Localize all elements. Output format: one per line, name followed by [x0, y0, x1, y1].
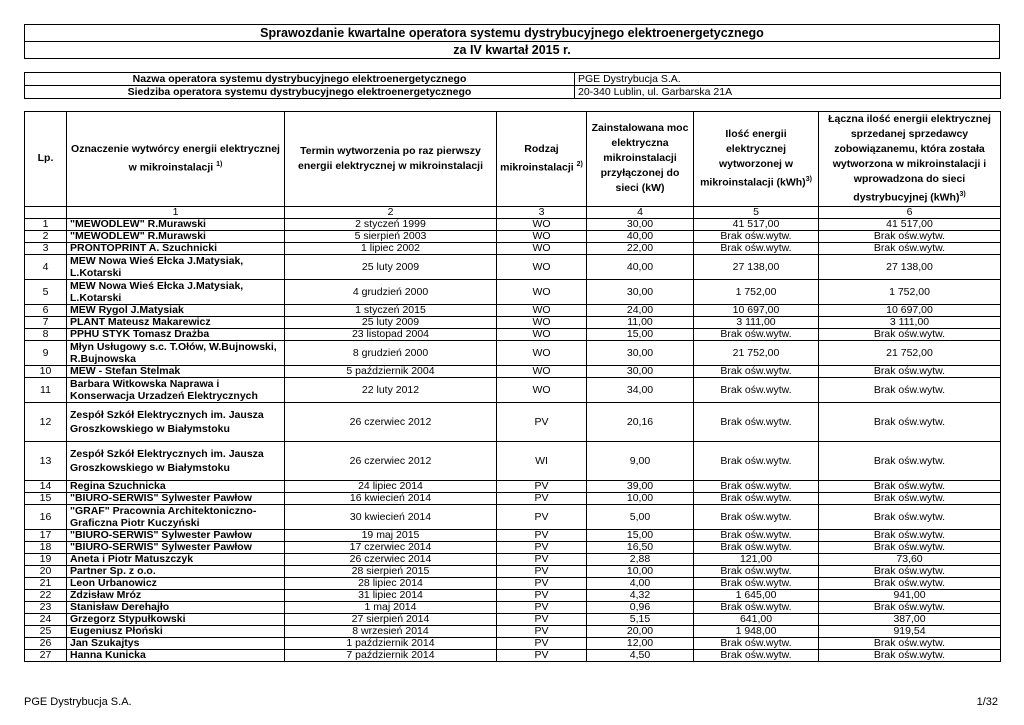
cell-type: WO — [497, 316, 587, 328]
table-row — [25, 340, 1001, 365]
cell-date: 17 czerwiec 2014 — [285, 541, 497, 553]
table-row — [25, 625, 1001, 637]
cell-sold: Brak ośw.wytw. — [819, 601, 1001, 613]
cell-type: PV — [497, 480, 587, 492]
cell-date: 8 grudzień 2000 — [285, 340, 497, 365]
cell-producer: Barbara Witkowska Naprawa i Konserwacja Urzadzeń Elektrycznych — [67, 377, 285, 402]
cell-sold: 73,60 — [819, 553, 1001, 565]
table-row — [25, 480, 1001, 492]
operator-info-box — [24, 72, 1001, 99]
cell-date: 8 wrzesień 2014 — [285, 625, 497, 637]
cell-sold: Brak ośw.wytw. — [819, 402, 1001, 441]
cell-date: 28 sierpień 2015 — [285, 565, 497, 577]
cell-power: 0,96 — [587, 601, 694, 613]
cell-type: WO — [497, 377, 587, 402]
cell-power: 20,00 — [587, 625, 694, 637]
column-number: 6 — [819, 206, 1001, 218]
cell-producer: MEW Nowa Wieś Ełcka J.Matysiak, L.Kotarski — [67, 254, 285, 279]
cell-produced: Brak ośw.wytw. — [694, 601, 819, 613]
column-number: 4 — [587, 206, 694, 218]
cell-sold: Brak ośw.wytw. — [819, 365, 1001, 377]
column-number-blank — [25, 206, 67, 218]
cell-date: 28 lipiec 2014 — [285, 577, 497, 589]
cell-type: WO — [497, 230, 587, 242]
cell-sold: 387,00 — [819, 613, 1001, 625]
table-row — [25, 637, 1001, 649]
cell-produced: 1 645,00 — [694, 589, 819, 601]
cell-produced: 1 752,00 — [694, 279, 819, 304]
cell-date: 16 kwiecień 2014 — [285, 492, 497, 504]
column-number: 1 — [67, 206, 285, 218]
cell-produced: Brak ośw.wytw. — [694, 365, 819, 377]
cell-power: 11,00 — [587, 316, 694, 328]
cell-power: 5,00 — [587, 504, 694, 529]
microinstallations-table — [24, 111, 1001, 662]
table-row — [25, 529, 1001, 541]
operator-seat-value: 20-340 Lublin, ul. Garbarska 21A — [575, 86, 1001, 99]
cell-producer: Młyn Usługowy s.c. T.Ołów, W.Bujnowski, R.Bujnowska — [67, 340, 285, 365]
cell-date: 1 październik 2014 — [285, 637, 497, 649]
column-number: 3 — [497, 206, 587, 218]
cell-type: WO — [497, 242, 587, 254]
cell-sold: Brak ośw.wytw. — [819, 565, 1001, 577]
report-title: Sprawozdanie kwartalne operatora systemu dystrybucyjnego elektroenergetycznego — [25, 25, 1000, 42]
operator-name-value: PGE Dystrybucja S.A. — [575, 73, 1001, 86]
cell-sold: Brak ośw.wytw. — [819, 230, 1001, 242]
cell-lp: 1 — [25, 218, 67, 230]
cell-lp: 23 — [25, 601, 67, 613]
cell-lp: 2 — [25, 230, 67, 242]
cell-power: 4,32 — [587, 589, 694, 601]
cell-power: 4,50 — [587, 649, 694, 661]
cell-producer: PPHU STYK Tomasz Drażba — [67, 328, 285, 340]
cell-sold: Brak ośw.wytw. — [819, 637, 1001, 649]
cell-lp: 19 — [25, 553, 67, 565]
cell-sold: Brak ośw.wytw. — [819, 504, 1001, 529]
cell-sold: 27 138,00 — [819, 254, 1001, 279]
cell-date: 26 czerwiec 2012 — [285, 441, 497, 480]
column-number: 5 — [694, 206, 819, 218]
cell-date: 19 maj 2015 — [285, 529, 497, 541]
cell-type: WO — [497, 254, 587, 279]
cell-power: 24,00 — [587, 304, 694, 316]
cell-produced: Brak ośw.wytw. — [694, 242, 819, 254]
cell-power: 10,00 — [587, 565, 694, 577]
cell-power: 10,00 — [587, 492, 694, 504]
table-row — [25, 541, 1001, 553]
cell-date: 7 październik 2014 — [285, 649, 497, 661]
cell-power: 2,88 — [587, 553, 694, 565]
cell-type: WO — [497, 340, 587, 365]
cell-type: WO — [497, 365, 587, 377]
cell-power: 9,00 — [587, 441, 694, 480]
cell-type: PV — [497, 649, 587, 661]
table-row — [25, 601, 1001, 613]
cell-type: PV — [497, 625, 587, 637]
table-header-row — [25, 112, 1001, 207]
header-producer: Oznaczenie wytwórcy energii elektrycznej w mikroinstalacji $^{1)}$ — [67, 112, 285, 207]
cell-lp: 13 — [25, 441, 67, 480]
cell-date: 27 sierpień 2014 — [285, 613, 497, 625]
cell-produced: Brak ośw.wytw. — [694, 492, 819, 504]
cell-date: 26 czerwiec 2014 — [285, 553, 497, 565]
cell-producer: PRONTOPRINT A. Szuchnicki — [67, 242, 285, 254]
cell-type: WO — [497, 304, 587, 316]
cell-sold: 1 752,00 — [819, 279, 1001, 304]
cell-type: PV — [497, 402, 587, 441]
cell-date: 5 sierpień 2003 — [285, 230, 497, 242]
cell-power: 30,00 — [587, 340, 694, 365]
cell-sold: Brak ośw.wytw. — [819, 529, 1001, 541]
cell-lp: 14 — [25, 480, 67, 492]
cell-power: 40,00 — [587, 230, 694, 242]
cell-producer: MEW - Stefan Stelmak — [67, 365, 285, 377]
cell-lp: 6 — [25, 304, 67, 316]
cell-lp: 10 — [25, 365, 67, 377]
cell-sold: Brak ośw.wytw. — [819, 577, 1001, 589]
cell-sold: 10 697,00 — [819, 304, 1001, 316]
cell-lp: 20 — [25, 565, 67, 577]
cell-produced: Brak ośw.wytw. — [694, 377, 819, 402]
cell-power: 34,00 — [587, 377, 694, 402]
cell-produced: Brak ośw.wytw. — [694, 565, 819, 577]
table-row — [25, 230, 1001, 242]
cell-sold: Brak ośw.wytw. — [819, 649, 1001, 661]
footer-company: PGE Dystrybucja S.A. — [24, 696, 132, 708]
cell-date: 31 lipiec 2014 — [285, 589, 497, 601]
cell-produced: Brak ośw.wytw. — [694, 328, 819, 340]
table-row — [25, 565, 1001, 577]
cell-lp: 15 — [25, 492, 67, 504]
cell-sold: Brak ośw.wytw. — [819, 377, 1001, 402]
cell-type: WI — [497, 441, 587, 480]
table-row — [25, 402, 1001, 441]
cell-produced: Brak ośw.wytw. — [694, 480, 819, 492]
cell-power: 39,00 — [587, 480, 694, 492]
cell-type: PV — [497, 504, 587, 529]
cell-date: 26 czerwiec 2012 — [285, 402, 497, 441]
cell-producer: "BIURO-SERWIS" Sylwester Pawłow — [67, 492, 285, 504]
cell-date: 2 styczeń 1999 — [285, 218, 497, 230]
header-power: Zainstalowana moc elektryczna mikroinstalacji przyłączonej do sieci (kW) — [587, 112, 694, 207]
cell-date: 25 luty 2009 — [285, 316, 497, 328]
table-row — [25, 254, 1001, 279]
cell-lp: 9 — [25, 340, 67, 365]
table-row — [25, 377, 1001, 402]
cell-lp: 4 — [25, 254, 67, 279]
cell-date: 24 lipiec 2014 — [285, 480, 497, 492]
cell-lp: 24 — [25, 613, 67, 625]
cell-lp: 25 — [25, 625, 67, 637]
cell-type: WO — [497, 328, 587, 340]
cell-produced: 3 111,00 — [694, 316, 819, 328]
table-row — [25, 492, 1001, 504]
table-row — [25, 441, 1001, 480]
cell-produced: 27 138,00 — [694, 254, 819, 279]
cell-lp: 5 — [25, 279, 67, 304]
cell-power: 4,00 — [587, 577, 694, 589]
cell-type: PV — [497, 565, 587, 577]
table-row — [25, 279, 1001, 304]
cell-date: 25 luty 2009 — [285, 254, 497, 279]
cell-power: 30,00 — [587, 218, 694, 230]
header-type: Rodzaj mikroinstalacji $^{2)}$ — [497, 112, 587, 207]
cell-sold: 21 752,00 — [819, 340, 1001, 365]
cell-type: PV — [497, 589, 587, 601]
cell-power: 30,00 — [587, 365, 694, 377]
cell-producer: Regina Szuchnicka — [67, 480, 285, 492]
cell-power: 12,00 — [587, 637, 694, 649]
cell-date: 5 październik 2004 — [285, 365, 497, 377]
cell-producer: MEW Rygol J.Matysiak — [67, 304, 285, 316]
cell-type: PV — [497, 577, 587, 589]
column-number: 2 — [285, 206, 497, 218]
cell-sold: Brak ośw.wytw. — [819, 242, 1001, 254]
header-produced: Ilość energii elektrycznej wytworzonej w mikroinstalacji (kWh)$^{3)}$ — [694, 112, 819, 207]
cell-producer: Stanisław Derehajło — [67, 601, 285, 613]
cell-producer: Zespół Szkół Elektrycznych im. Jausza Groszkowskiego w Białymstoku — [67, 441, 285, 480]
cell-lp: 21 — [25, 577, 67, 589]
operator-seat-label: Siedziba operatora systemu dystrybucyjnego elektroenergetycznego — [25, 86, 575, 99]
cell-producer: Partner Sp. z o.o. — [67, 565, 285, 577]
cell-producer: "MEWODLEW" R.Murawski — [67, 230, 285, 242]
cell-date: 23 listopad 2004 — [285, 328, 497, 340]
cell-lp: 17 — [25, 529, 67, 541]
cell-type: WO — [497, 218, 587, 230]
cell-producer: Aneta i Piotr Matuszczyk — [67, 553, 285, 565]
cell-type: PV — [497, 613, 587, 625]
cell-power: 15,00 — [587, 328, 694, 340]
cell-lp: 22 — [25, 589, 67, 601]
cell-producer: PLANT Mateusz Makarewicz — [67, 316, 285, 328]
cell-type: WO — [497, 279, 587, 304]
cell-lp: 27 — [25, 649, 67, 661]
cell-sold: 41 517,00 — [819, 218, 1001, 230]
column-number-row — [25, 206, 1001, 218]
cell-producer: Grzegorz Stypułkowski — [67, 613, 285, 625]
table-row — [25, 504, 1001, 529]
cell-producer: Leon Urbanowicz — [67, 577, 285, 589]
cell-sold: Brak ośw.wytw. — [819, 492, 1001, 504]
cell-date: 1 maj 2014 — [285, 601, 497, 613]
cell-produced: 10 697,00 — [694, 304, 819, 316]
cell-type: PV — [497, 492, 587, 504]
cell-sold: Brak ośw.wytw. — [819, 541, 1001, 553]
header-lp: Lp. — [25, 112, 67, 207]
cell-produced: Brak ośw.wytw. — [694, 441, 819, 480]
cell-lp: 3 — [25, 242, 67, 254]
cell-producer: MEW Nowa Wieś Ełcka J.Matysiak, L.Kotarski — [67, 279, 285, 304]
table-row — [25, 365, 1001, 377]
cell-sold: Brak ośw.wytw. — [819, 328, 1001, 340]
header-sold: Łączna ilość energii elektrycznej sprzedanej sprzedawcy zobowiązanemu, która została wytworzona w mikroinstalacji i wprowadzona do sieci dystrybucyjnej (kWh)$^{3)}$ — [819, 112, 1001, 207]
cell-sold: Brak ośw.wytw. — [819, 480, 1001, 492]
cell-producer: "GRAF" Pracownia Architektoniczno-Graficzna Piotr Kuczyński — [67, 504, 285, 529]
cell-lp: 11 — [25, 377, 67, 402]
cell-sold: 941,00 — [819, 589, 1001, 601]
cell-produced: 1 948,00 — [694, 625, 819, 637]
table-row — [25, 304, 1001, 316]
table-row — [25, 649, 1001, 661]
cell-date: 1 styczeń 2015 — [285, 304, 497, 316]
cell-lp: 26 — [25, 637, 67, 649]
cell-produced: 641,00 — [694, 613, 819, 625]
cell-type: PV — [497, 601, 587, 613]
cell-produced: Brak ośw.wytw. — [694, 577, 819, 589]
cell-type: PV — [497, 529, 587, 541]
cell-power: 20,16 — [587, 402, 694, 441]
cell-lp: 7 — [25, 316, 67, 328]
cell-producer: Hanna Kunicka — [67, 649, 285, 661]
cell-power: 5,15 — [587, 613, 694, 625]
cell-producer: Jan Szukajtys — [67, 637, 285, 649]
table-row — [25, 218, 1001, 230]
cell-type: PV — [497, 637, 587, 649]
cell-power: 16,50 — [587, 541, 694, 553]
cell-produced: 41 517,00 — [694, 218, 819, 230]
header-date: Termin wytworzenia po raz pierwszy energii elektrycznej w mikroinstalacji — [285, 112, 497, 207]
table-row — [25, 328, 1001, 340]
cell-power: 40,00 — [587, 254, 694, 279]
cell-produced: Brak ośw.wytw. — [694, 529, 819, 541]
cell-type: PV — [497, 541, 587, 553]
cell-producer: "MEWODLEW" R.Murawski — [67, 218, 285, 230]
cell-produced: 121,00 — [694, 553, 819, 565]
table-row — [25, 613, 1001, 625]
cell-produced: Brak ośw.wytw. — [694, 230, 819, 242]
cell-date: 22 luty 2012 — [285, 377, 497, 402]
cell-power: 22,00 — [587, 242, 694, 254]
cell-type: PV — [497, 553, 587, 565]
cell-produced: 21 752,00 — [694, 340, 819, 365]
cell-producer: "BIURO-SERWIS" Sylwester Pawłow — [67, 529, 285, 541]
cell-power: 30,00 — [587, 279, 694, 304]
table-row — [25, 577, 1001, 589]
table-row — [25, 242, 1001, 254]
cell-producer: Zdzisław Mróz — [67, 589, 285, 601]
table-row — [25, 316, 1001, 328]
cell-power: 15,00 — [587, 529, 694, 541]
table-row — [25, 553, 1001, 565]
cell-produced: Brak ośw.wytw. — [694, 504, 819, 529]
table-row — [25, 589, 1001, 601]
cell-produced: Brak ośw.wytw. — [694, 541, 819, 553]
cell-producer: Zespół Szkół Elektrycznych im. Jausza Groszkowskiego w Białymstoku — [67, 402, 285, 441]
cell-lp: 12 — [25, 402, 67, 441]
cell-sold: 919,54 — [819, 625, 1001, 637]
report-title-box — [24, 24, 1000, 59]
cell-lp: 18 — [25, 541, 67, 553]
cell-sold: Brak ośw.wytw. — [819, 441, 1001, 480]
report-period: za IV kwartał 2015 r. — [25, 42, 1000, 59]
cell-date: 30 kwiecień 2014 — [285, 504, 497, 529]
cell-date: 4 grudzień 2000 — [285, 279, 497, 304]
cell-lp: 16 — [25, 504, 67, 529]
cell-producer: "BIURO-SERWIS" Sylwester Pawłow — [67, 541, 285, 553]
operator-name-label: Nazwa operatora systemu dystrybucyjnego elektroenergetycznego — [25, 73, 575, 86]
cell-produced: Brak ośw.wytw. — [694, 637, 819, 649]
footer-page-number: 1/32 — [976, 696, 998, 708]
cell-producer: Eugeniusz Płoński — [67, 625, 285, 637]
cell-date: 1 lipiec 2002 — [285, 242, 497, 254]
cell-produced: Brak ośw.wytw. — [694, 649, 819, 661]
cell-produced: Brak ośw.wytw. — [694, 402, 819, 441]
cell-sold: 3 111,00 — [819, 316, 1001, 328]
cell-lp: 8 — [25, 328, 67, 340]
